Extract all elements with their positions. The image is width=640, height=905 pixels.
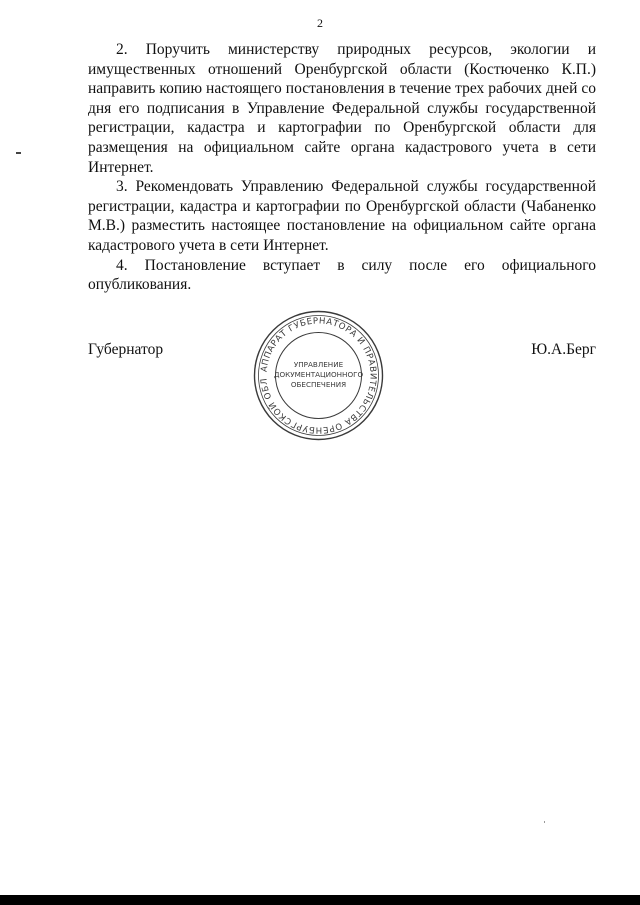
- document-body: [88, 40, 596, 295]
- seal-center-line-2: ДОКУМЕНТАЦИОННОГО: [273, 370, 364, 379]
- scan-bottom-edge: [0, 895, 640, 905]
- paragraph-4: 4. Постановление вступает в силу после его официального опубликования.: [88, 256, 596, 294]
- signer-position: Губернатор: [88, 341, 164, 358]
- seal-center-line-3: ОБЕСПЕЧЕНИЯ: [290, 380, 347, 389]
- paragraph-2: 2. Поручить министерству природных ресурсов, экологии и имущественных отношений Оренбургской области (Костюченко К.П.) направить копию настоящего постановления в течение трех рабочих дней со дня его подписания в Управление Федеральной службы государственной регистрации, кадастра и картографии по Оренбургской области для размещения на официальном сайте органа кадастрового учета в сети Интернет.: [88, 41, 596, 176]
- margin-mark: [16, 152, 21, 154]
- paragraph-3: 3. Рекомендовать Управлению Федеральной службы государственной регистрации, кадастра и картографии по Оренбургской области (Чабаненко М.В.) разместить настоящее постановление на официальном сайте органа кадастрового учета в сети Интернет.: [88, 178, 596, 254]
- signer-name: Ю.А.Берг: [531, 341, 596, 358]
- seal-graphic: [252, 309, 385, 442]
- seal-ring-text: АППАРАТ ГУБЕРНАТОРА И ПРАВИТЕЛЬСТВА ОРЕНБУРГСКОЙ ОБЛ: [259, 316, 378, 435]
- official-seal: [252, 309, 385, 442]
- scan-speck: [544, 821, 545, 823]
- page-number: 2: [317, 16, 323, 30]
- seal-center-line-1: УПРАВЛЕНИЕ: [293, 360, 344, 369]
